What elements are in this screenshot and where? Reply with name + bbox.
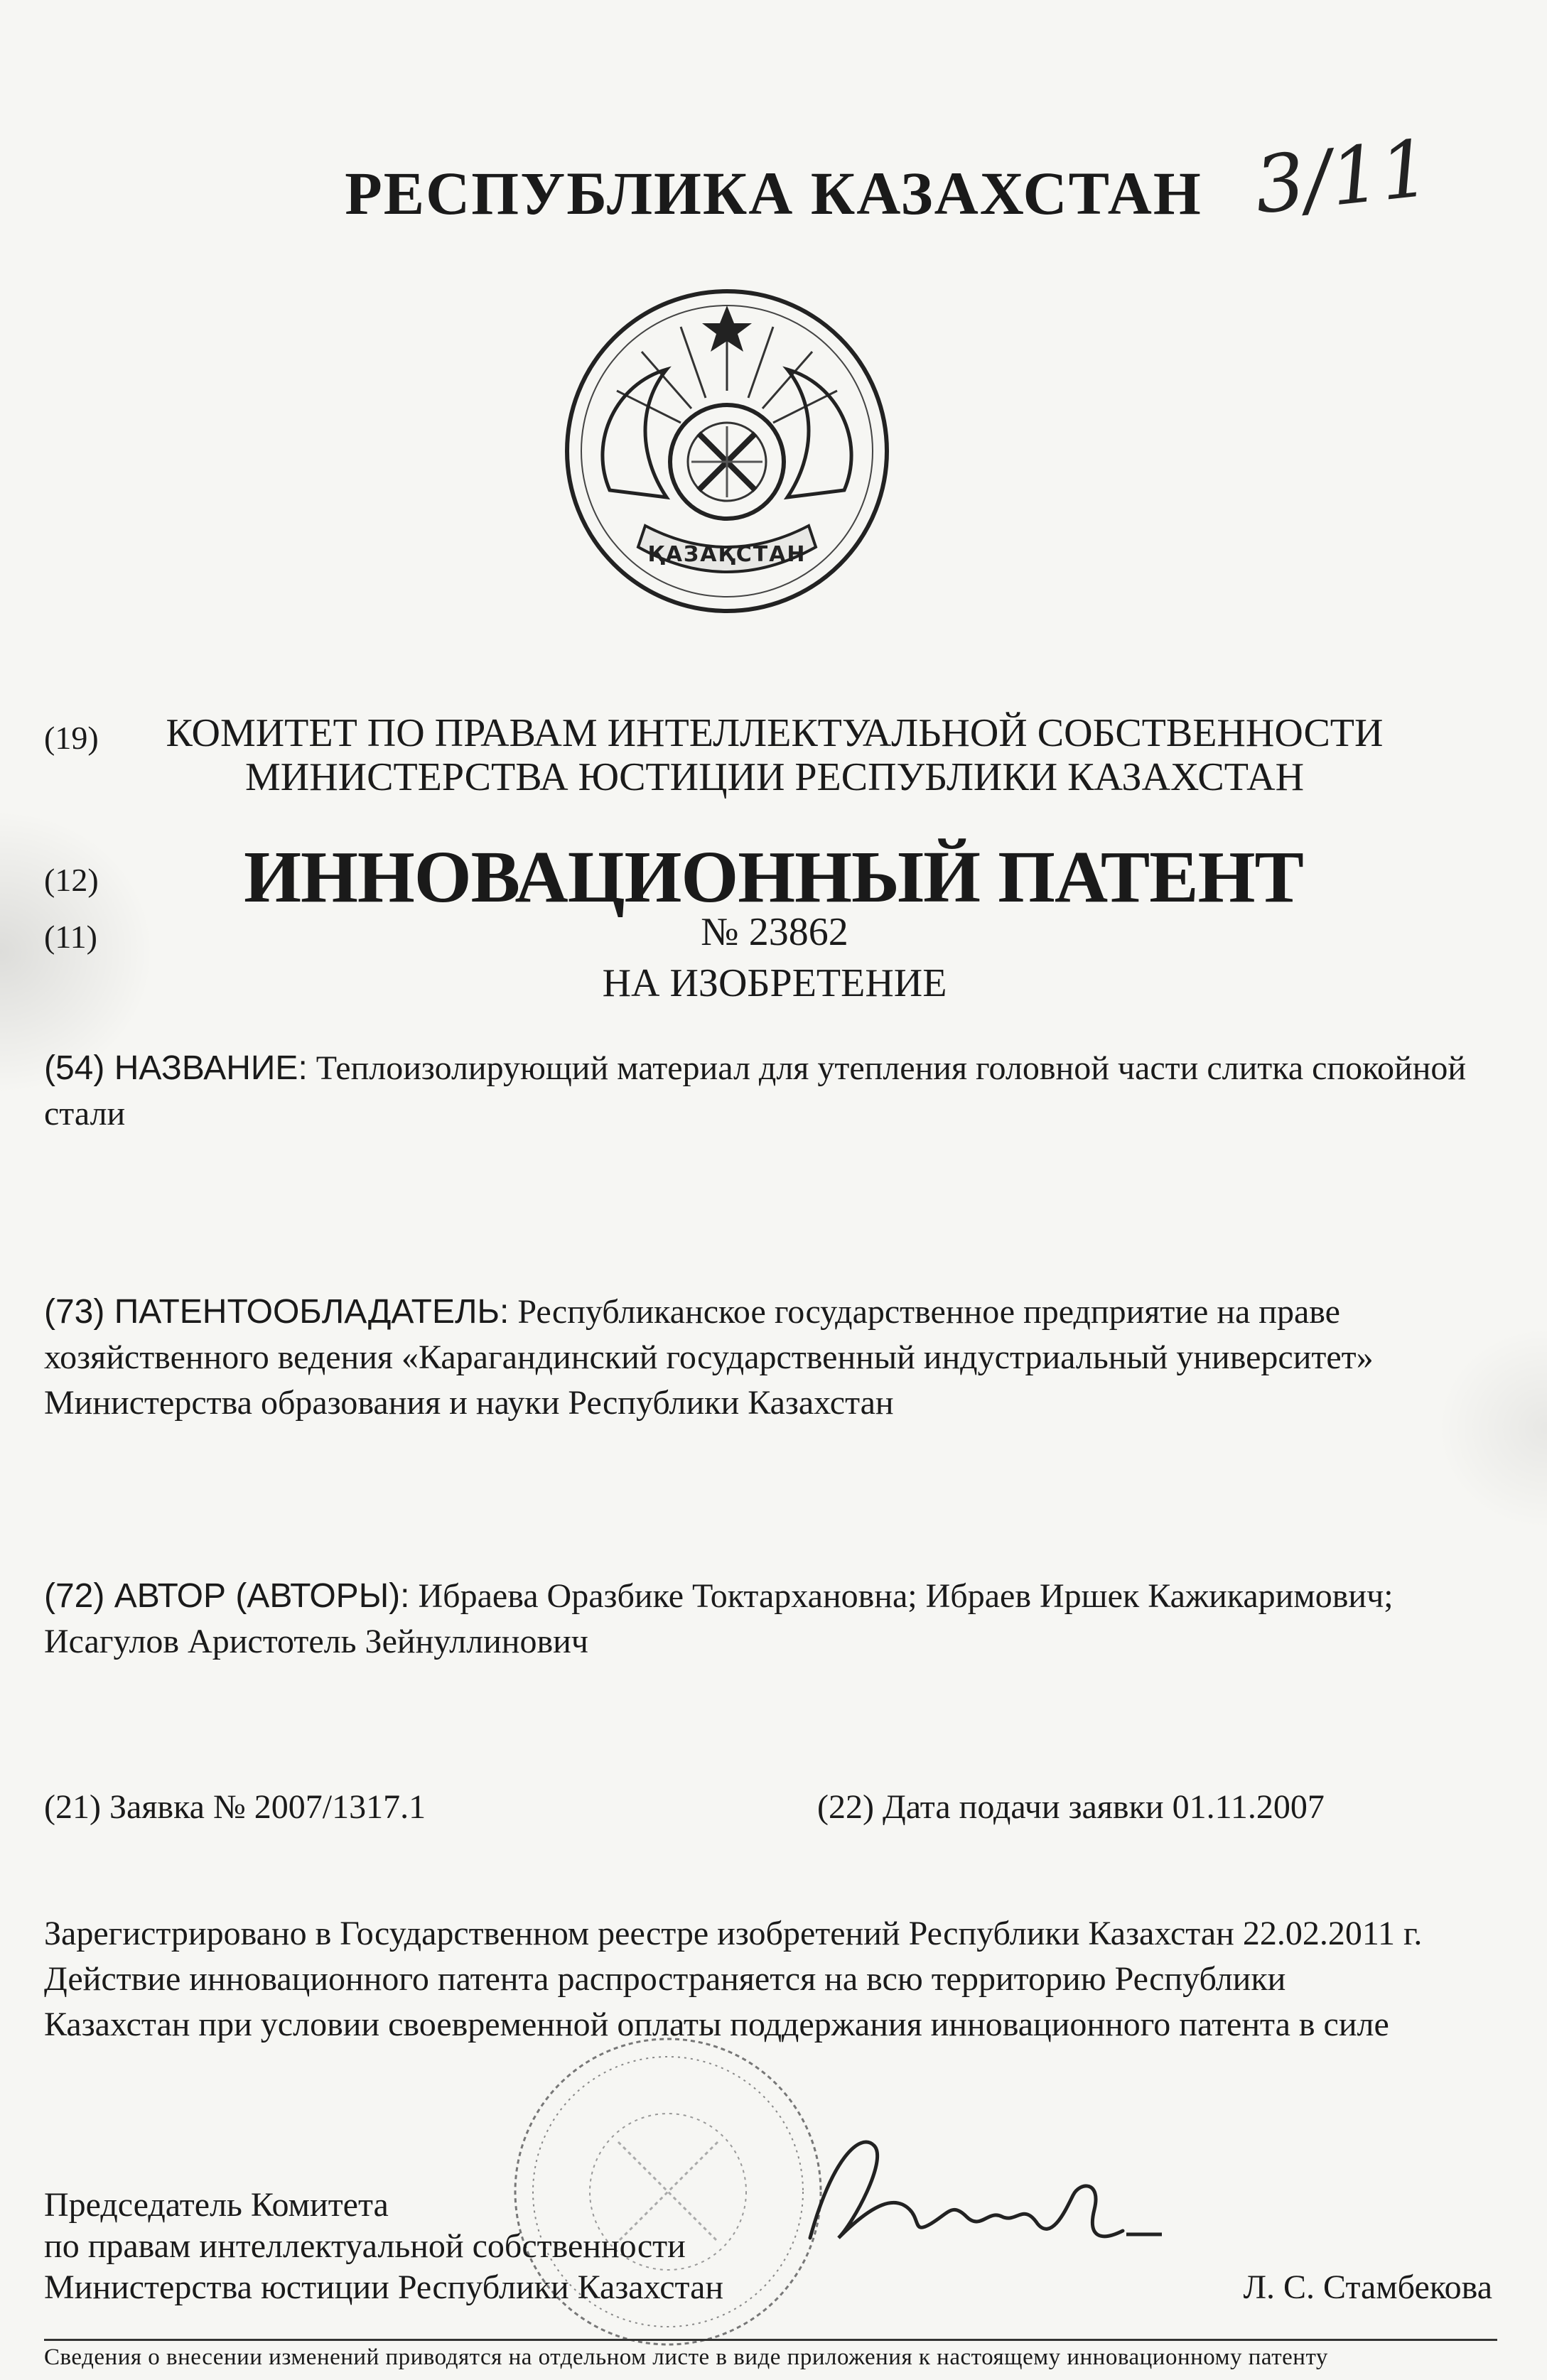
committee-line-2: МИНИСТЕРСТВА ЮСТИЦИИ РЕСПУБЛИКИ КАЗАХСТАН (244, 755, 1305, 799)
emblem-banner-text: ҚАЗАҚСТАН (647, 542, 807, 567)
handwritten-mark-text: 3/11 (1250, 122, 1435, 232)
patent-holder-value: Республиканское государственное предприятие на праве хозяйственного ведения «Карагандинский государственный индустриальный университет» Министерства образования и науки Республики Казахстан (44, 1293, 1374, 1422)
authors-value: Ибраева Оразбике Токтархановна; Ибраев Иршек Кажикаримович; Исагулов Аристотель Зейнуллинович (44, 1577, 1394, 1660)
registration-line-1: Зарегистрировано в Государственном реестре изобретений Республики Казахстан 22.02.2011 г. (44, 1915, 1423, 1952)
patent-subtitle: НА ИЗОБРЕТЕНИЕ (602, 961, 947, 1005)
code-12: (12) (44, 862, 99, 898)
filing-date: (22) Дата подачи заявки 01.11.2007 (817, 1788, 1325, 1826)
authors-label: (72) АВТОР (АВТОРЫ): (44, 1577, 410, 1615)
country-heading: РЕСПУБЛИКА КАЗАХСТАН (345, 159, 1202, 227)
patent-type-title: ИННОВАЦИОННЫЙ ПАТЕНТ (244, 836, 1303, 918)
footer-divider (44, 2339, 1497, 2341)
signature-icon (767, 2117, 1165, 2259)
committee-line-1: КОМИТЕТ ПО ПРАВАМ ИНТЕЛЛЕКТУАЛЬНОЙ СОБСТВЕННОСТИ (166, 711, 1384, 755)
registration-line-3: Казахстан при условии своевременной оплаты поддержания инновационного патента в силе (44, 2006, 1389, 2043)
authors-field (44, 1574, 1494, 1665)
signatory-line-1: Председатель Комитета (44, 2186, 389, 2224)
patent-holder-label: (73) ПАТЕНТООБЛАДАТЕЛЬ: (44, 1293, 510, 1331)
handwritten-mark (1244, 114, 1435, 234)
signatory-line-3: Министерства юстиции Республики Казахстан (44, 2268, 724, 2306)
code-11: (11) (44, 919, 97, 955)
invention-title-value: Теплоизолирующий материал для утепления головной части слитка спокойной стали (44, 1049, 1467, 1132)
invention-title-label: (54) НАЗВАНИЕ: (44, 1049, 308, 1087)
footer-note: Сведения о внесении изменений приводятся на отдельном листе в виде приложения к настоящему инновационному патенту (44, 2344, 1328, 2370)
registration-line-2: Действие инновационного патента распространяется на всю территорию Республики (44, 1960, 1286, 1998)
signatory-line-2: по правам интеллектуальной собственности (44, 2227, 686, 2265)
patent-holder-field (44, 1289, 1494, 1426)
state-emblem-icon (560, 284, 894, 618)
application-number: (21) Заявка № 2007/1317.1 (44, 1788, 426, 1826)
patent-number: № 23862 (701, 910, 848, 954)
code-19: (19) (44, 720, 99, 756)
signatory-name: Л. С. Стамбекова (1243, 2268, 1492, 2306)
invention-title-field (44, 1046, 1494, 1137)
